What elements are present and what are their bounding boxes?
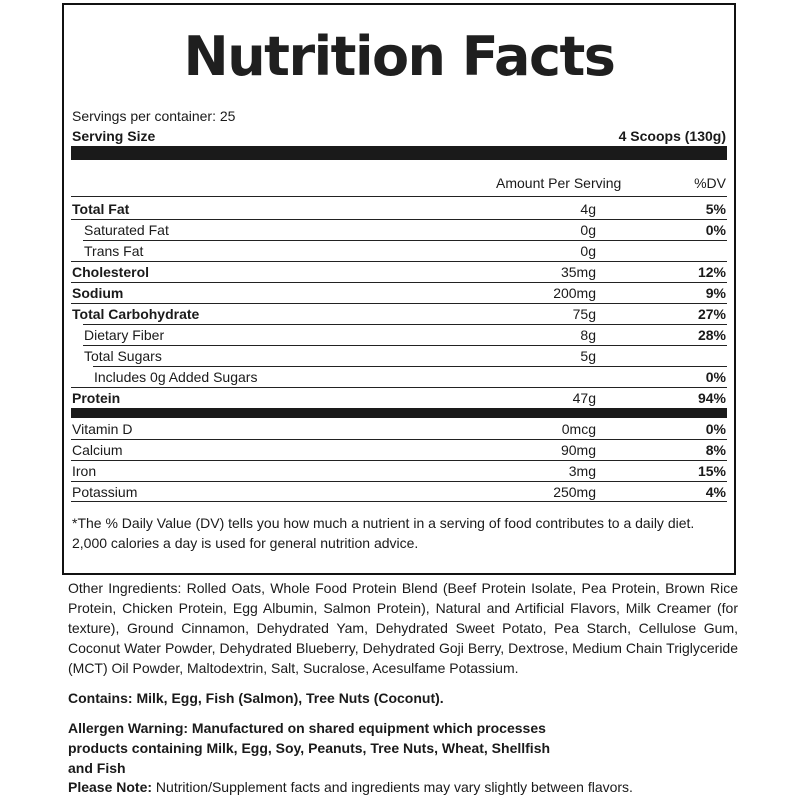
nutrient-name: Includes 0g Added Sugars (94, 369, 258, 385)
vitamin-row-calcium (72, 440, 726, 460)
nutrient-row-cholesterol (72, 262, 726, 282)
vitamin-name: Iron (72, 463, 97, 479)
nutrient-dv: 5% (705, 201, 726, 217)
medium-divider (71, 408, 727, 418)
nutrient-name: Total Carbohydrate (72, 306, 200, 322)
thick-divider (71, 146, 727, 160)
daily-value-footnote: *The % Daily Value (DV) tells you how much a nutrient in a serving of food contributes to a daily diet. 2,000 calories a day is used for general nutrition advice. (72, 515, 695, 551)
nutrient-dv: 9% (705, 285, 726, 301)
nutrient-name: Protein (72, 390, 121, 406)
serving-size-value: 4 Scoops (130g) (618, 128, 726, 144)
vitamin-amount: 0mcg (561, 421, 596, 437)
vitamin-row-iron (72, 461, 726, 481)
nutrient-name: Sodium (72, 285, 124, 301)
vitamin-name: Calcium (72, 442, 123, 458)
nutrient-name: Total Fat (72, 201, 130, 217)
label-title: Nutrition Facts (183, 25, 615, 88)
nutrient-row-total-carbohydrate (72, 304, 726, 324)
nutrient-dv: 27% (697, 306, 726, 322)
nutrient-amount: 35mg (560, 264, 596, 280)
nutrient-row-dietary-fiber (72, 325, 726, 345)
nutrient-dv: 0% (705, 369, 726, 385)
nutrient-amount: 75g (572, 306, 596, 322)
contains-statement: Contains: Milk, Egg, Fish (Salmon), Tree Nuts (Coconut). (68, 690, 444, 706)
nutrient-dv: 28% (697, 327, 726, 343)
allergen-warning: Allergen Warning: Manufactured on shared equipment which processes products containing Milk, Egg, Soy, Peanuts, Tree Nuts, Wheat, Shellfish and Fish (68, 720, 551, 776)
nutrient-row-protein (72, 388, 726, 408)
nutrient-amount: 0g (580, 243, 596, 259)
vitamin-amount: 3mg (568, 463, 596, 479)
nutrient-name: Dietary Fiber (84, 327, 165, 343)
please-note-label: Please Note: (68, 779, 153, 795)
vitamin-row-potassium (72, 482, 726, 502)
vitamin-name: Vitamin D (72, 421, 133, 437)
nutrient-amount: 4g (580, 201, 596, 217)
nutrient-row-total-sugars (72, 346, 726, 366)
divider (71, 501, 727, 502)
nutrient-amount: 200mg (553, 285, 596, 301)
dv-header: %DV (694, 175, 726, 191)
divider (71, 196, 727, 197)
vitamin-amount: 250mg (553, 484, 596, 500)
nutrient-row-saturated-fat (72, 220, 726, 240)
nutrient-amount: 47g (572, 390, 596, 406)
vitamin-dv: 0% (705, 421, 726, 437)
vitamin-name: Potassium (72, 484, 138, 500)
amount-per-serving-header: Amount Per Serving (496, 175, 622, 191)
vitamin-amount: 90mg (560, 442, 596, 458)
vitamin-row-vitamin-d (72, 419, 726, 439)
nutrient-row-sodium (72, 283, 726, 303)
vitamin-dv: 4% (705, 484, 726, 500)
nutrient-name: Total Sugars (84, 348, 162, 364)
nutrient-amount: 8g (580, 327, 596, 343)
vitamin-dv: 8% (705, 442, 726, 458)
serving-size-label: Serving Size (72, 128, 156, 144)
column-header (72, 175, 726, 193)
please-note-text: Nutrition/Supplement facts and ingredients may vary slightly between flavors. (152, 779, 633, 795)
nutrient-name: Trans Fat (84, 243, 144, 259)
nutrient-name: Saturated Fat (84, 222, 169, 238)
nutrient-dv: 12% (697, 264, 726, 280)
nutrient-name: Cholesterol (72, 264, 150, 280)
vitamin-dv: 15% (697, 463, 726, 479)
nutrient-dv: 0% (705, 222, 726, 238)
nutrient-row-trans-fat (72, 241, 726, 261)
nutrient-row-added-sugars (72, 367, 726, 387)
nutrient-amount: 5g (580, 348, 596, 364)
nutrient-row-total-fat (72, 199, 726, 219)
nutrition-facts-panel (62, 3, 736, 575)
servings-per-container: Servings per container: 25 (72, 108, 236, 124)
serving-size-row (72, 128, 726, 144)
nutrient-dv: 94% (697, 390, 726, 406)
please-note (68, 777, 738, 797)
nutrient-amount: 0g (580, 222, 596, 238)
other-ingredients: Other Ingredients: Rolled Oats, Whole Food Protein Blend (Beef Protein Isolate, Pea Protein, Brown Rice Protein, Chicken Protein, Egg Albumin, Salmon Protein), Natural and Artificial Flavors, Milk Creamer (for texture), Ground Cinnamon, Dehydrated Yam, Dehydrated Sweet Potato, Pea Starch, Cellulose Gum, Coconut Water Powder, Dehydrated Blueberry, Dehydrated Goji Berry, Dextrose, Medium Chain Triglyceride (MCT) Oil Powder, Maltodextrin, Salt, Sucralose, Acesulfame Potassium. (68, 580, 738, 676)
